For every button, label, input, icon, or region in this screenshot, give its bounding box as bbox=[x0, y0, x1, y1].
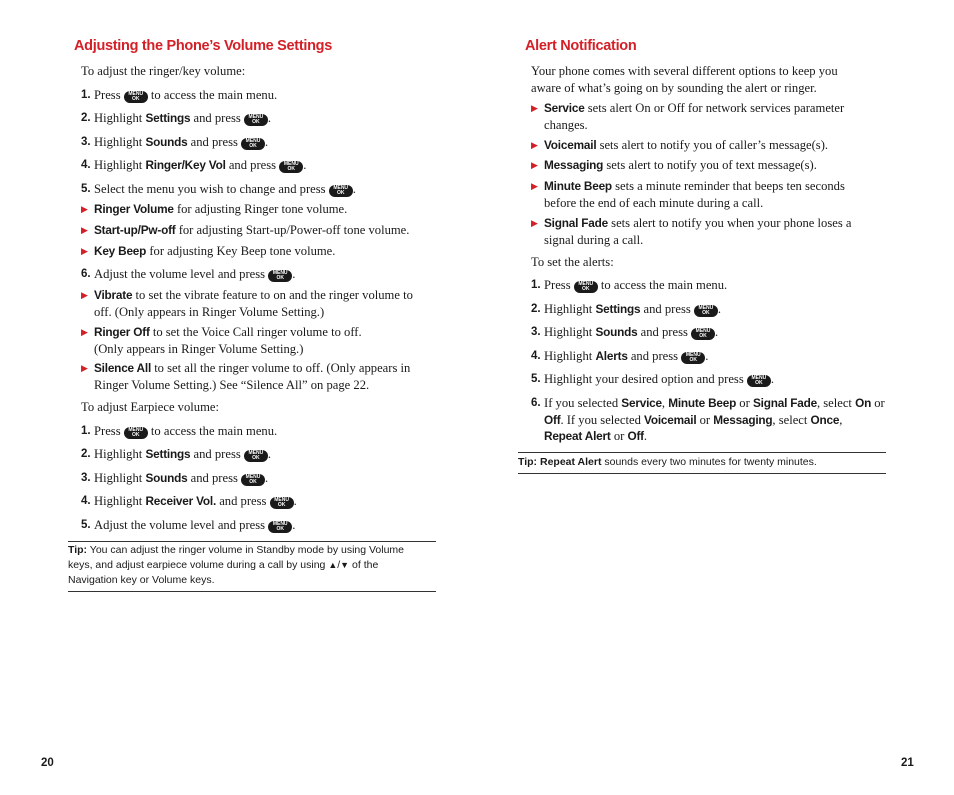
menu-ok-key-icon: MENU OK bbox=[244, 114, 268, 126]
step-3: Highlight Sounds and press MENU OK . bbox=[94, 135, 269, 149]
step-6: Adjust the volume level and press MENU OK . bbox=[94, 267, 296, 281]
menu-ok-key-icon: MENU OK bbox=[329, 185, 353, 197]
step-number: 5. bbox=[81, 519, 91, 531]
bullet-item: Ringer Volume for adjusting Ringer tone volume. bbox=[94, 202, 348, 216]
step-number: 4. bbox=[81, 495, 91, 507]
bullet-item: Start-up/Pw-off for adjusting Start-up/Power-off tone volume. bbox=[94, 223, 410, 237]
bullet-item: Key Beep for adjusting Key Beep tone volume. bbox=[94, 244, 336, 258]
step-number: 1. bbox=[81, 425, 91, 437]
section-heading: Adjusting the Phone’s Volume Settings bbox=[74, 38, 332, 54]
step-number: 4. bbox=[81, 159, 91, 171]
step-number: 3. bbox=[81, 136, 91, 148]
step-number: 3. bbox=[531, 326, 541, 338]
menu-ok-key-icon: MENU OK bbox=[268, 521, 292, 533]
bullet-arrow-icon: ▶ bbox=[81, 246, 88, 256]
step-1: Press MENU OK to access the main menu. bbox=[94, 88, 278, 102]
bullet-arrow-icon: ▶ bbox=[531, 140, 538, 150]
intro-text: To adjust Earpiece volume: bbox=[81, 400, 219, 414]
bullet-item: Silence All to set all the ringer volume to off. (Only appears in Ringer Volume Setting.) See “Silence All” on page 22. bbox=[94, 361, 411, 392]
step-4: Highlight Ringer/Key Vol and press MENU OK . bbox=[94, 158, 307, 172]
menu-ok-key-icon: MENU OK bbox=[241, 474, 265, 486]
section-heading: Alert Notification bbox=[525, 38, 637, 54]
bullet-arrow-icon: ▶ bbox=[531, 160, 538, 170]
page-number: 20 bbox=[41, 757, 54, 769]
menu-ok-key-icon: MENU OK bbox=[681, 352, 705, 364]
bullet-item: Voicemail sets alert to notify you of caller’s message(s). bbox=[544, 138, 829, 152]
bullet-item: Service sets alert On or Off for network services parameter changes. bbox=[544, 101, 845, 132]
tip-text: Tip: Repeat Alert sounds every two minutes for twenty minutes. bbox=[518, 456, 817, 468]
bullet-item: Ringer Off to set the Voice Call ringer volume to off. (Only appears in Ringer Volume Setting.) bbox=[94, 325, 362, 356]
step-3: Highlight Sounds and press MENU OK . bbox=[544, 325, 719, 339]
step-4: Highlight Receiver Vol. and press MENU OK . bbox=[94, 494, 297, 508]
bullet-arrow-icon: ▶ bbox=[81, 204, 88, 214]
step-2: Highlight Settings and press MENU OK . bbox=[94, 111, 272, 125]
menu-ok-key-icon: MENU OK bbox=[268, 270, 292, 282]
step-4: Highlight Alerts and press MENU OK . bbox=[544, 349, 709, 363]
intro-text: To adjust the ringer/key volume: bbox=[81, 64, 246, 78]
intro-text: To set the alerts: bbox=[531, 255, 614, 269]
bullet-arrow-icon: ▶ bbox=[531, 218, 538, 228]
step-number: 5. bbox=[81, 183, 91, 195]
menu-ok-key-icon: MENU OK bbox=[124, 91, 148, 103]
step-number: 1. bbox=[81, 89, 91, 101]
bullet-item: Messaging sets alert to notify you of text message(s). bbox=[544, 158, 817, 172]
bullet-arrow-icon: ▶ bbox=[531, 181, 538, 191]
step-6: If you selected Service, Minute Beep or Signal Fade, select On or Off. If you selected Voicemail or Messaging, select Once, Repeat Alert or Off. bbox=[544, 396, 885, 443]
tip-text: Tip: You can adjust the ringer volume in Standby mode by using Volume keys, and adjust earpiece volume during a call by using ▲/▼ of the Navigation key or Volume keys. bbox=[68, 544, 405, 586]
step-2: Highlight Settings and press MENU OK . bbox=[94, 447, 272, 461]
step-3: Highlight Sounds and press MENU OK . bbox=[94, 471, 269, 485]
step-number: 5. bbox=[531, 373, 541, 385]
menu-ok-key-icon: MENU OK bbox=[694, 305, 718, 317]
menu-ok-key-icon: MENU OK bbox=[747, 375, 771, 387]
menu-ok-key-icon: MENU OK bbox=[241, 138, 265, 150]
bullet-arrow-icon: ▶ bbox=[81, 363, 88, 373]
intro-paragraph: Your phone comes with several different options to keep you aware of what’s going on by sounding the alert or ringer. bbox=[531, 64, 838, 95]
menu-ok-key-icon: MENU OK bbox=[244, 450, 268, 462]
step-number: 6. bbox=[531, 397, 541, 409]
step-number: 4. bbox=[531, 350, 541, 362]
bullet-item: Minute Beep sets a minute reminder that beeps ten seconds before the end of each minute during a call. bbox=[544, 179, 845, 210]
step-1: Press MENU OK to access the main menu. bbox=[94, 424, 278, 438]
menu-ok-key-icon: MENU OK bbox=[279, 161, 303, 173]
step-number: 2. bbox=[531, 303, 541, 315]
tip-box bbox=[68, 541, 436, 592]
menu-ok-key-icon: MENU OK bbox=[691, 328, 715, 340]
bullet-item: Vibrate to set the vibrate feature to on and the ringer volume to off. (Only appears in Ringer Volume Setting.) bbox=[94, 288, 413, 319]
step-5: Select the menu you wish to change and press MENU OK . bbox=[94, 182, 356, 196]
bullet-arrow-icon: ▶ bbox=[81, 225, 88, 235]
bullet-arrow-icon: ▶ bbox=[81, 327, 88, 337]
step-number: 2. bbox=[81, 112, 91, 124]
step-5: Highlight your desired option and press MENU OK . bbox=[544, 372, 775, 386]
step-number: 1. bbox=[531, 279, 541, 291]
step-number: 3. bbox=[81, 472, 91, 484]
page-number: 21 bbox=[901, 757, 914, 769]
bullet-arrow-icon: ▶ bbox=[531, 103, 538, 113]
step-number: 2. bbox=[81, 448, 91, 460]
step-2: Highlight Settings and press MENU OK . bbox=[544, 302, 722, 316]
step-5: Adjust the volume level and press MENU OK . bbox=[94, 518, 296, 532]
up-arrow-icon: ▲ bbox=[328, 560, 338, 570]
down-arrow-icon: ▼ bbox=[340, 560, 350, 570]
menu-ok-key-icon: MENU OK bbox=[124, 427, 148, 439]
tip-box bbox=[518, 452, 886, 474]
menu-ok-key-icon: MENU OK bbox=[270, 497, 294, 509]
bullet-arrow-icon: ▶ bbox=[81, 290, 88, 300]
step-1: Press MENU OK to access the main menu. bbox=[544, 278, 728, 292]
step-number: 6. bbox=[81, 268, 91, 280]
menu-ok-key-icon: MENU OK bbox=[574, 281, 598, 293]
bullet-item: Signal Fade sets alert to notify you when your phone loses a signal during a call. bbox=[544, 216, 852, 247]
